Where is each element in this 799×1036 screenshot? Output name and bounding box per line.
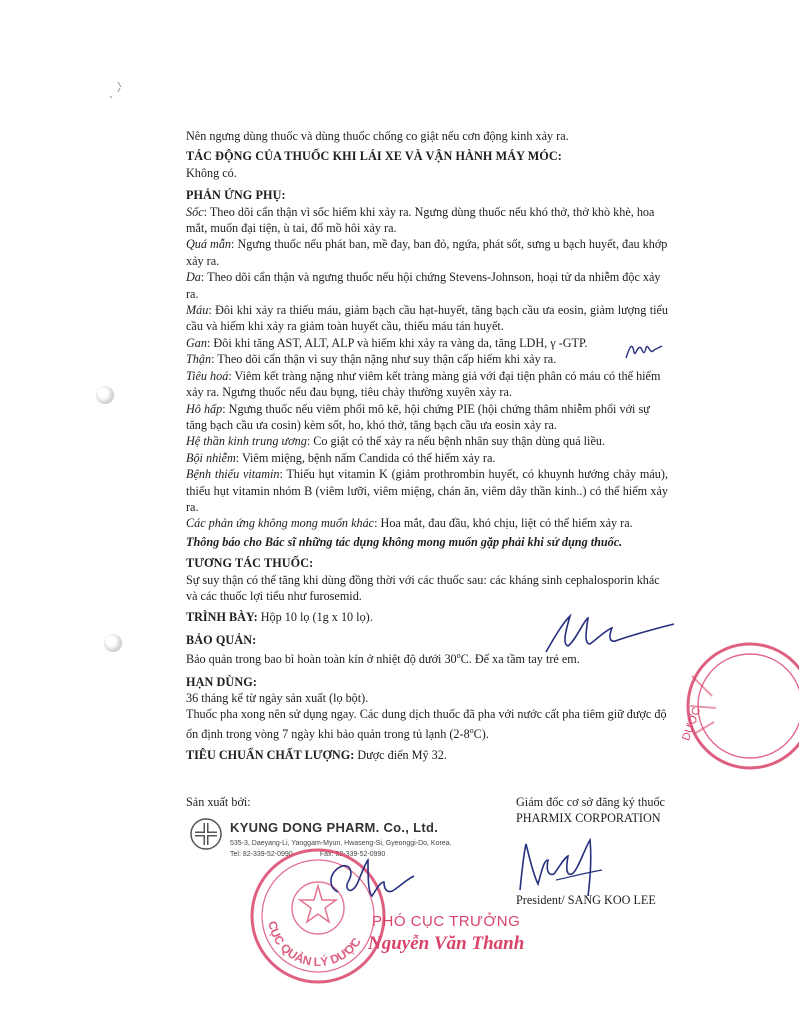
label-skin: Da xyxy=(186,270,201,285)
storage-text-post: C. Để xa tầm tay trẻ em. xyxy=(460,652,580,667)
scan-mark xyxy=(100,78,130,104)
president-signature xyxy=(506,830,626,902)
side-effect-respiratory xyxy=(186,401,668,434)
side-effect-kidney xyxy=(186,351,668,367)
manufacturer-name: KYUNG DONG PHARM. Co., Ltd. xyxy=(230,820,439,835)
interactions-paragraph: Sự suy thận có thể tăng khi dùng đồng thời với các thuốc sau: các kháng sinh cephalosporin khác và các thuốc lợi tiểu như furosemid. xyxy=(186,572,660,603)
manufacturer-address: 535-3, Daeyang-Li, Yanggam-Myun, Hwaseng-Si, Gyeonggi-Do, Korea. xyxy=(230,840,452,847)
kyung-dong-logo-icon xyxy=(190,818,222,850)
label-shock: Sốc xyxy=(186,204,204,219)
standard-text: Dược điển Mỹ 32. xyxy=(354,748,447,763)
director-label: Giám đốc cơ sở đăng ký thuốc xyxy=(516,795,665,809)
document-body xyxy=(186,128,668,764)
label-blood: Máu xyxy=(186,303,209,318)
president-name: President/ SANG KOO LEE xyxy=(516,893,656,907)
side-effect-cns xyxy=(186,433,668,449)
text-superinfection: : Viêm miệng, bệnh nấm Candida có thể hiếm xảy ra. xyxy=(235,450,496,465)
text-cns: : Co giật có thể xảy ra nếu bệnh nhân suy thận dùng quá liều. xyxy=(306,434,605,449)
storage-degree: o xyxy=(456,651,461,661)
driving-paragraph: Không có. xyxy=(186,165,237,180)
doctor-notice: Thông báo cho Bác sĩ những tác dụng không mong muốn gặp phải khi sử dụng thuốc. xyxy=(186,534,623,549)
partial-red-stamp xyxy=(672,636,799,776)
punch-hole xyxy=(104,634,122,652)
heading-presentation: TRÌNH BÀY: xyxy=(186,610,258,625)
heading-standard: TIÊU CHUẨN CHẤT LƯỢNG: xyxy=(186,748,355,763)
vice-director-name: Nguyễn Văn Thanh xyxy=(368,933,525,954)
expiry-text-post: C). xyxy=(473,726,489,741)
text-blood: : Đôi khi xảy ra thiếu máu, giảm bạch cầu hạt-huyết, tăng bạch cầu ưa eosin, giảm lượng tiểu cầu và hiếm khi xảy ra giảm toàn huyết cầu, thiếu máu tán huyết. xyxy=(186,303,668,334)
text-other: : Hoa mắt, đau đầu, khó chịu, liệt có thể hiếm xảy ra. xyxy=(374,516,633,531)
side-effect-hypersensitivity xyxy=(186,236,668,269)
punch-hole xyxy=(96,386,114,404)
manufacturer-fax: Fax: 82-339-52-0990 xyxy=(319,851,386,858)
heading-interactions: TƯƠNG TÁC THUỐC: xyxy=(186,556,314,571)
side-effect-superinfection xyxy=(186,450,668,466)
text-vitamin: : Thiếu hụt vitamin K (giảm prothrombin huyết, có khuynh hướng chảy máu), thiếu hụt vitamin nhóm B (viêm lưỡi, viêm miệng, chán ăn, viêm dây thần kinh..) có thể hiếm xảy ra. xyxy=(186,467,669,514)
label-superinfection: Bội nhiễm xyxy=(186,450,236,465)
text-respiratory: : Ngưng thuốc nếu viêm phổi mô kẽ, hội chứng PIE (hội chứng thâm nhiễm phổi với sự tăng bạch cầu ưa cosin) kèm sốt, ho, khó thở, tăng bạch cầu ưa eosin xảy ra. xyxy=(186,401,650,432)
storage-text-pre: Bảo quản trong bao bì hoàn toàn kín ở nhiệt độ dưới 30 xyxy=(186,652,457,667)
expiry-text-pre: Thuốc pha xong nên sử dụng ngay. Các dung dịch thuốc đã pha với nước cất pha tiêm giữ được độ ổn định trong vòng 7 ngày khi bảo quản trong tủ lạnh (2-8 xyxy=(186,707,667,741)
expiry-line-2 xyxy=(186,706,668,742)
heading-side-effects: PHẢN ỨNG PHỤ: xyxy=(186,188,286,203)
expiry-degree: o xyxy=(469,725,474,735)
stamp-ring-text: CỤC QUẢN LÝ DƯỢC xyxy=(265,919,364,970)
label-vitamin: Bệnh thiếu vitamin xyxy=(186,467,280,482)
director-company: PHARMIX CORPORATION xyxy=(516,811,661,825)
text-shock: : Theo dõi cẩn thận vì sốc hiếm khi xảy ra. Ngưng dùng thuốc nếu khó thở, thở khò khè, hoa mắt, muốn đại tiện, ù tai, đổ mồ hôi xảy ra. xyxy=(186,204,655,236)
label-other: Các phản ứng không mong muốn khác xyxy=(186,516,375,531)
label-kidney: Thận xyxy=(186,352,212,367)
side-effect-vitamin xyxy=(186,466,668,515)
intro-paragraph: Nên ngưng dùng thuốc và dùng thuốc chống co giật nếu cơn động kinh xảy ra. xyxy=(186,129,569,143)
side-effect-blood xyxy=(186,302,668,335)
partial-stamp-text: DƯỢC xyxy=(680,705,704,743)
side-effect-liver xyxy=(186,335,668,351)
label-respiratory: Hô hấp xyxy=(186,401,223,416)
label-digestive: Tiêu hoá xyxy=(186,368,229,383)
text-liver: : Đôi khi tăng AST, ALT, ALP và hiếm khi xảy ra vàng da, tăng LDH, γ -GTP. xyxy=(207,335,588,350)
vice-director-title: PHÓ CỤC TRƯỞNG xyxy=(372,913,521,930)
heading-driving: TÁC ĐỘNG CỦA THUỐC KHI LÁI XE VÀ VẬN HÀNH MÁY MÓC: xyxy=(186,149,562,164)
side-effect-skin xyxy=(186,269,668,302)
heading-storage: BẢO QUẢN: xyxy=(186,632,257,647)
side-effect-shock xyxy=(186,204,668,237)
director-signature-top xyxy=(540,610,680,658)
producer-label: Sản xuất bởi: xyxy=(186,795,251,809)
presentation-text: Hộp 10 lọ (1g x 10 lọ). xyxy=(257,610,373,625)
text-skin: : Theo dõi cẩn thận và ngưng thuốc nếu hội chứng Stevens-Johnson, hoại tử da nhiễm độc xảy ra. xyxy=(186,270,661,301)
text-kidney: : Theo dõi cẩn thận vì suy thận nặng như suy thận cấp hiếm khi xảy ra. xyxy=(211,352,557,367)
standard-line xyxy=(186,747,668,763)
text-digestive: : Viêm kết tràng nặng như viêm kết tràng màng giả với đại tiện phân có máu có thể hiếm xảy ra. Ngưng thuốc nếu đau bụng, tiêu chảy thường xuyên xảy ra. xyxy=(186,368,661,400)
label-cns: Hệ thần kinh trung ương xyxy=(186,434,307,449)
label-liver: Gan xyxy=(186,335,207,350)
vice-director-signature xyxy=(318,852,418,908)
side-effect-other xyxy=(186,515,668,531)
expiry-line-1: 36 tháng kể từ ngày sản xuất (lọ bột). xyxy=(186,691,369,706)
manufacturer-tel: Tel: 82-339-52-0990 xyxy=(230,851,293,858)
initials-signature xyxy=(622,338,668,364)
label-hypersensitivity: Quá mẫn xyxy=(186,237,232,252)
heading-expiry: HẠN DÙNG: xyxy=(186,674,257,689)
side-effect-digestive xyxy=(186,368,668,401)
text-hypersensitivity: : Ngưng thuốc nếu phát ban, mề đay, ban đỏ, ngứa, phát sốt, sưng u bạch huyết, đau khớp xảy ra. xyxy=(186,237,668,268)
